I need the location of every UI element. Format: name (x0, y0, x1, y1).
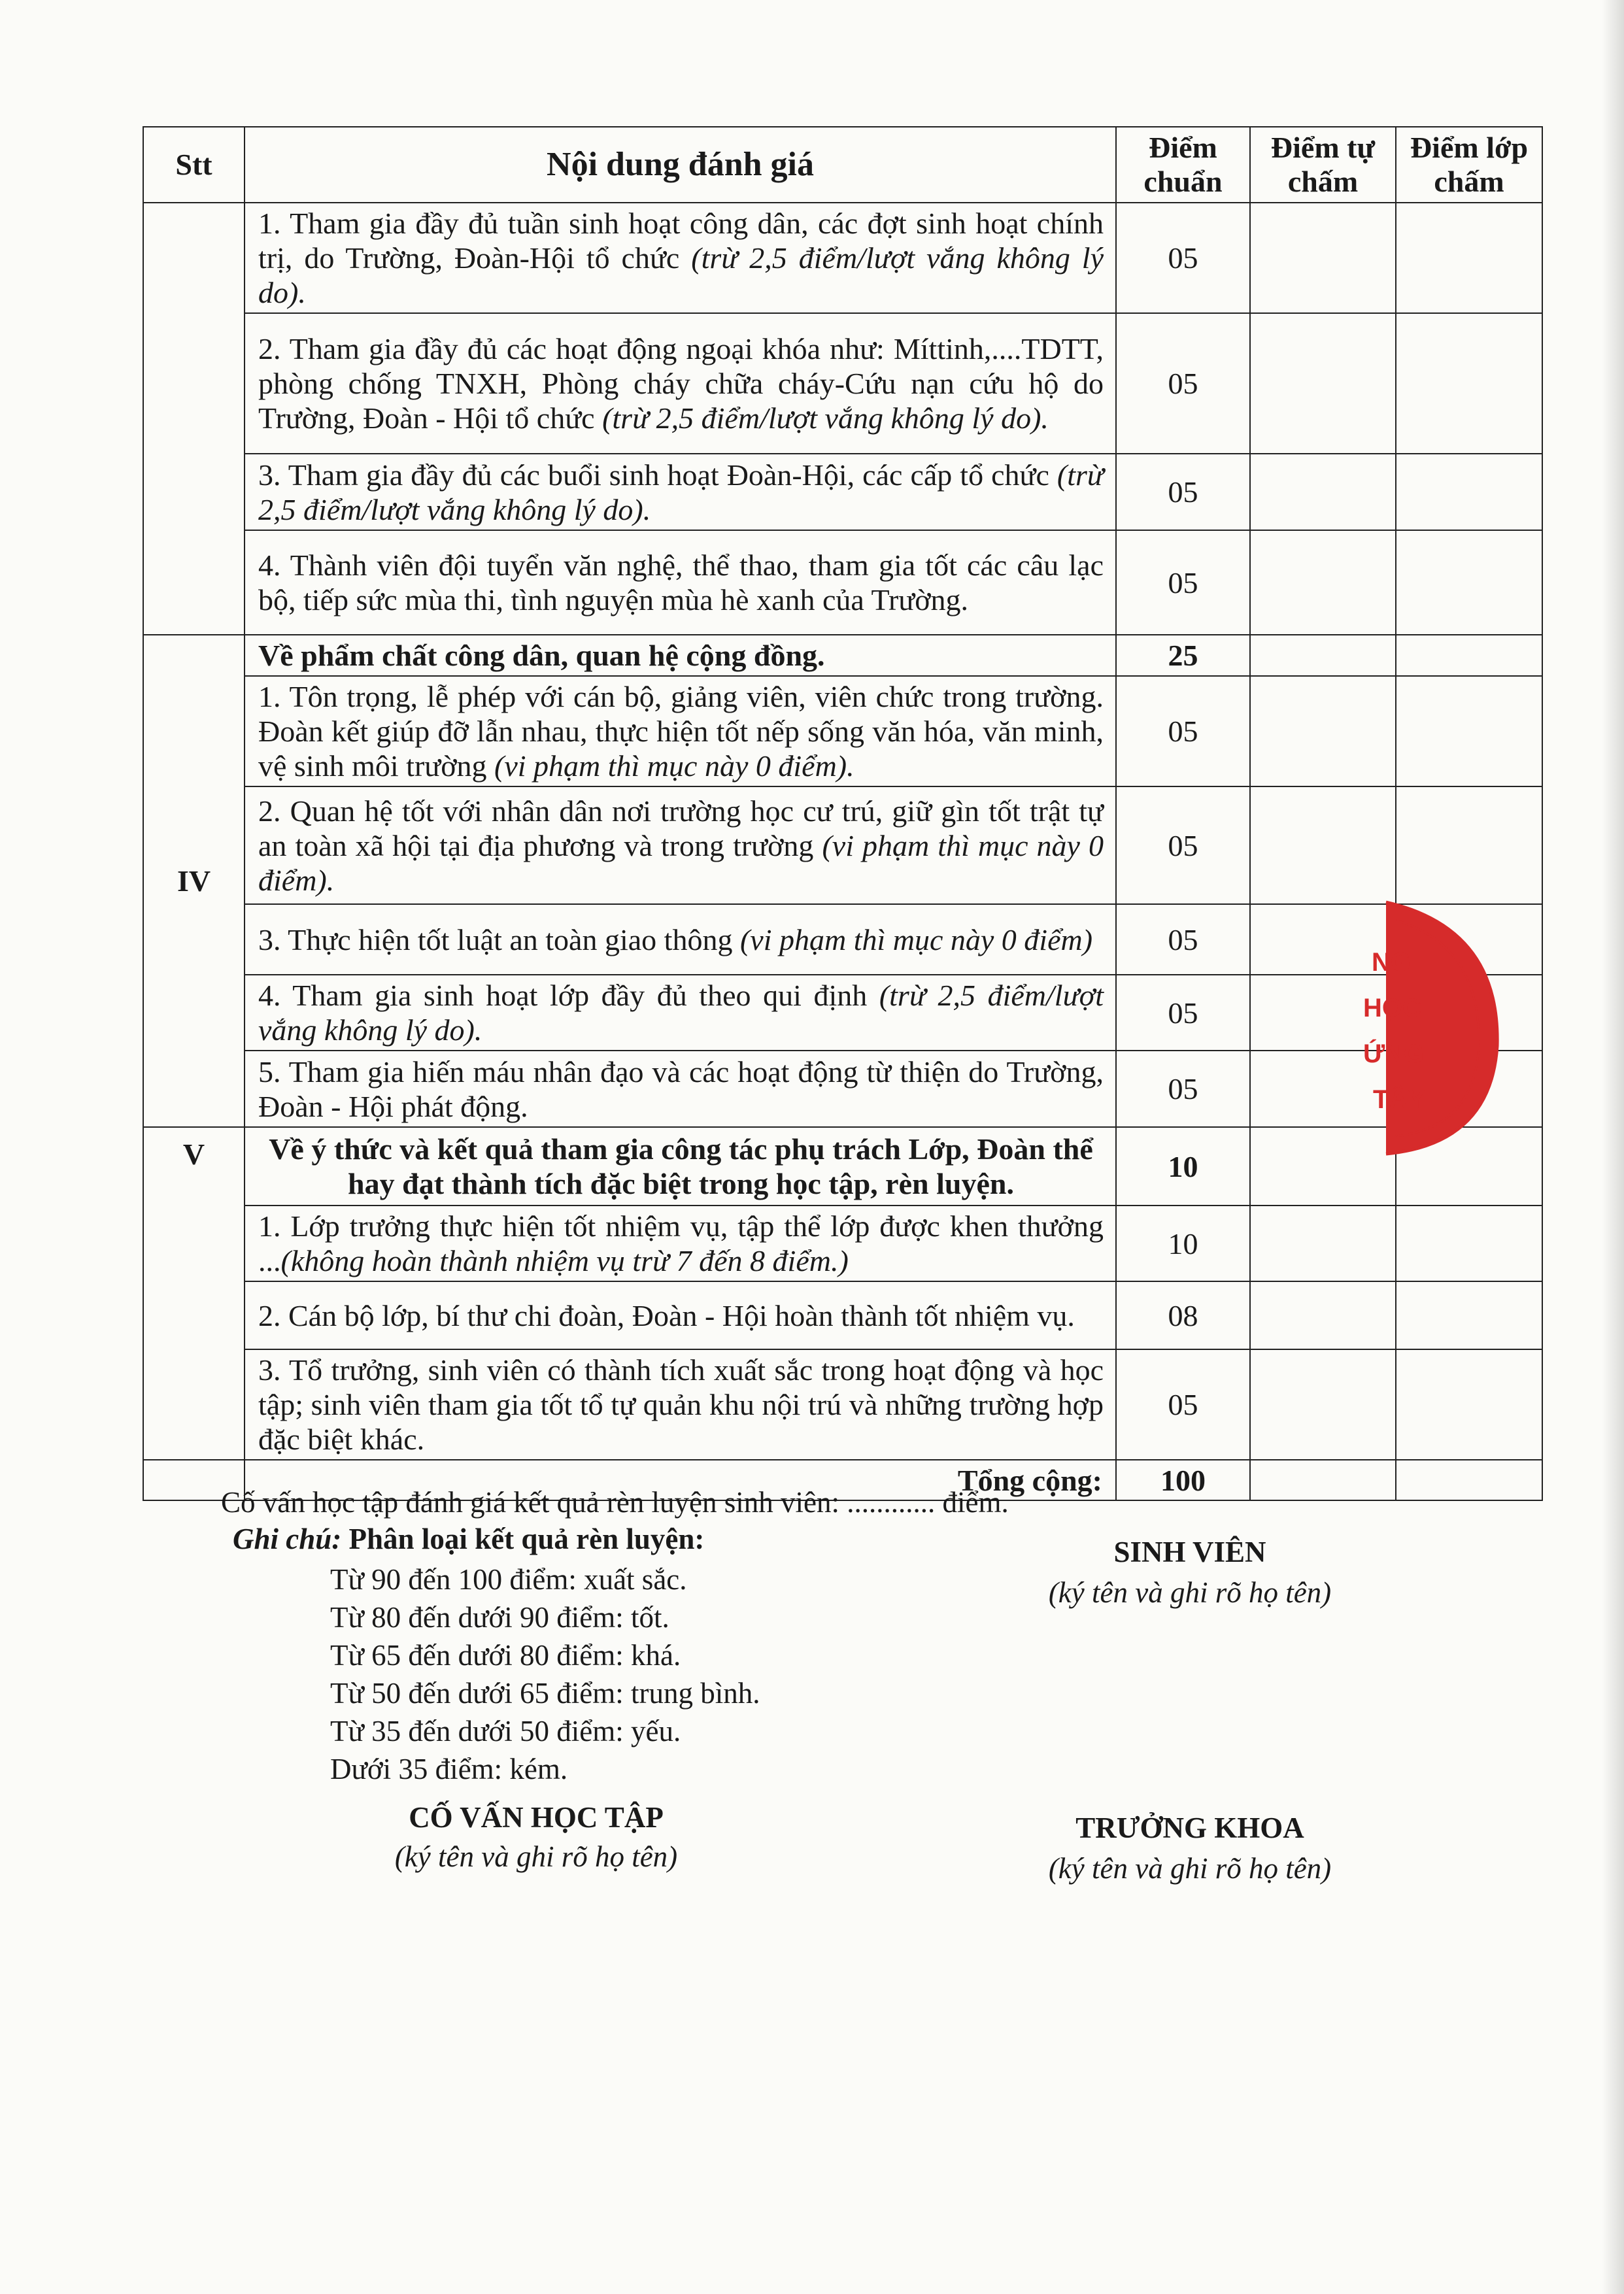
self-score-cell[interactable] (1250, 635, 1396, 676)
table-row (143, 203, 1542, 313)
stamp-text-3: ỨNG (1363, 1039, 1425, 1068)
class-score-cell[interactable] (1396, 786, 1542, 904)
section-number: IV (143, 635, 245, 1127)
table-row (143, 313, 1542, 454)
item-standard-score: 05 (1116, 904, 1250, 975)
note-title: Phân loại kết quả rèn luyện: (348, 1523, 705, 1555)
class-score-cell[interactable] (1396, 1349, 1542, 1460)
table-row (143, 1281, 1542, 1349)
item-content: 2. Quan hệ tốt với nhân dân nơi trường học cư trú, giữ gìn tốt trật tự an toàn xã hội tại địa phương và trong trường (vi phạm thì mục này 0 điểm). (245, 786, 1116, 904)
item-standard-score: 05 (1116, 313, 1250, 454)
student-signature-title: SINH VIÊN (1113, 1536, 1266, 1568)
advisor-signature-hint: (ký tên và ghi rõ họ tên) (394, 1840, 678, 1873)
self-score-cell[interactable] (1250, 454, 1396, 530)
item-content: 1. Lớp trưởng thực hiện tốt nhiệm vụ, tập thể lớp được khen thưởng ...(không hoàn thành nhiệm vụ trừ 7 đến 8 điểm.) (245, 1206, 1116, 1281)
dean-signature-title: TRƯỞNG KHOA (1075, 1812, 1304, 1844)
note-line: Dưới 35 điểm: kém. (330, 1753, 568, 1785)
item-content: 3. Tổ trưởng, sinh viên có thành tích xuất sắc trong hoạt động và học tập; sinh viên tham gia tốt tổ tự quản khu nội trú và những trường hợp đặc biệt khác. (245, 1349, 1116, 1460)
dean-signature-hint: (ký tên và ghi rõ họ tên) (1048, 1852, 1332, 1885)
table-row (143, 975, 1542, 1051)
item-content: 3. Thực hiện tốt luật an toàn giao thông (vi phạm thì mục này 0 điểm) (245, 904, 1116, 975)
class-score-cell[interactable] (1396, 1281, 1542, 1349)
item-content: 4. Tham gia sinh hoạt lớp đầy đủ theo qui định (trừ 2,5 điểm/lượt vắng không lý do). (245, 975, 1116, 1051)
table-row (143, 454, 1542, 530)
header-content: Nội dung đánh giá (245, 127, 1116, 203)
item-standard-score: 05 (1116, 1349, 1250, 1460)
note-label: Ghi chú: (233, 1523, 342, 1555)
table-header-row (143, 127, 1542, 203)
note-line: Từ 90 đến 100 điểm: xuất sắc. (330, 1563, 687, 1596)
table-row (143, 676, 1542, 786)
stt-cell (143, 203, 245, 635)
section-number: V (143, 1127, 245, 1460)
section-score: 10 (1116, 1127, 1250, 1206)
stamp-text-4: TÂY (1373, 1085, 1425, 1114)
table-row (143, 786, 1542, 904)
note-line: Từ 50 đến dưới 65 điểm: trung bình. (330, 1677, 760, 1710)
item-standard-score: 05 (1116, 1051, 1250, 1127)
class-total-cell[interactable] (1396, 1460, 1542, 1500)
self-score-cell[interactable] (1250, 1349, 1396, 1460)
item-content: 4. Thành viên đội tuyển văn nghệ, thể thao, tham gia tốt các câu lạc bộ, tiếp sức mùa thi, tình nguyện mùa hè xanh của Trường. (245, 530, 1116, 635)
section-title: Về ý thức và kết quả tham gia công tác phụ trách Lớp, Đoàn thể hay đạt thành tích đặc biệt trong học tập, rèn luyện. (245, 1127, 1116, 1206)
item-standard-score: 05 (1116, 454, 1250, 530)
note-line: Từ 65 đến dưới 80 điểm: khá. (330, 1639, 681, 1672)
table-row (143, 1051, 1542, 1127)
section-row (143, 1127, 1542, 1206)
class-score-cell[interactable] (1396, 454, 1542, 530)
item-content: 2. Cán bộ lớp, bí thư chi đoàn, Đoàn - Hội hoàn thành tốt nhiệm vụ. (245, 1281, 1116, 1349)
table-row (143, 1206, 1542, 1281)
advisor-evaluation-line: Cố vấn học tập đánh giá kết quả rèn luyện sinh viên: ............ điểm. (221, 1486, 1009, 1519)
header-self-score: Điểm tự chấm (1250, 127, 1396, 203)
note-line: Từ 80 đến dưới 90 điểm: tốt. (330, 1601, 669, 1634)
self-score-cell[interactable] (1250, 786, 1396, 904)
self-total-cell[interactable] (1250, 1460, 1396, 1500)
class-score-cell[interactable] (1396, 676, 1542, 786)
item-standard-score: 05 (1116, 786, 1250, 904)
note-heading (233, 1521, 704, 1557)
self-score-cell[interactable] (1250, 203, 1396, 313)
header-standard-score: Điểm chuẩn (1116, 127, 1250, 203)
table-row (143, 904, 1542, 975)
class-score-cell[interactable] (1396, 313, 1542, 454)
section-score: 25 (1116, 635, 1250, 676)
item-content: 1. Tôn trọng, lễ phép với cán bộ, giảng viên, viên chức trong trường. Đoàn kết giúp đỡ lẫn nhau, thực hiện tốt nếp sống văn hóa, văn minh, vệ sinh môi trường (vi phạm thì mục này 0 điểm). (245, 676, 1116, 786)
header-stt: Stt (143, 127, 245, 203)
item-content: 5. Tham gia hiến máu nhân đạo và các hoạt động từ thiện do Trường, Đoàn - Hội phát động. (245, 1051, 1116, 1127)
item-content: 2. Tham gia đầy đủ các hoạt động ngoại khóa như: Míttinh,....TDTT, phòng chống TNXH, Phòng cháy chữa cháy-Cứu nạn cứu hộ do Trường, Đoàn - Hội tổ chức (trừ 2,5 điểm/lượt vắng không lý do). (245, 313, 1116, 454)
page-edge-shadow (1602, 0, 1624, 2294)
class-score-cell[interactable] (1396, 530, 1542, 635)
item-standard-score: 05 (1116, 203, 1250, 313)
stamp-text-2: HỌC (1363, 994, 1421, 1022)
item-standard-score: 05 (1116, 676, 1250, 786)
evaluation-table (143, 126, 1543, 1501)
class-score-cell[interactable] (1396, 1206, 1542, 1281)
header-class-score: Điểm lớp chấm (1396, 127, 1542, 203)
item-standard-score: 10 (1116, 1206, 1250, 1281)
total-label: Tổng cộng: (245, 1460, 1116, 1500)
item-standard-score: 08 (1116, 1281, 1250, 1349)
class-score-cell[interactable] (1396, 635, 1542, 676)
official-stamp (1360, 889, 1510, 1164)
item-content: 1. Tham gia đầy đủ tuần sinh hoạt công dân, các đợt sinh hoạt chính trị, do Trường, Đoàn-Hội tổ chức (trừ 2,5 điểm/lượt vắng không lý do). (245, 203, 1116, 313)
class-score-cell[interactable] (1396, 203, 1542, 313)
table-row (143, 1349, 1542, 1460)
total-score: 100 (1116, 1460, 1250, 1500)
note-line: Từ 35 đến dưới 50 điểm: yếu. (330, 1715, 681, 1747)
self-score-cell[interactable] (1250, 1281, 1396, 1349)
self-score-cell[interactable] (1250, 1206, 1396, 1281)
self-score-cell[interactable] (1250, 530, 1396, 635)
self-score-cell[interactable] (1250, 313, 1396, 454)
item-content: 3. Tham gia đầy đủ các buổi sinh hoạt Đoàn-Hội, các cấp tổ chức (trừ 2,5 điểm/lượt vắng không lý do). (245, 454, 1116, 530)
item-standard-score: 05 (1116, 530, 1250, 635)
table-row (143, 530, 1542, 635)
section-title: Về phẩm chất công dân, quan hệ cộng đồng. (245, 635, 1116, 676)
student-signature-hint: (ký tên và ghi rõ họ tên) (1048, 1576, 1332, 1609)
advisor-signature-title: CỐ VẤN HỌC TẬP (409, 1801, 664, 1834)
self-score-cell[interactable] (1250, 676, 1396, 786)
item-standard-score: 05 (1116, 975, 1250, 1051)
stamp-text-1: NG (1372, 948, 1411, 977)
section-row (143, 635, 1542, 676)
